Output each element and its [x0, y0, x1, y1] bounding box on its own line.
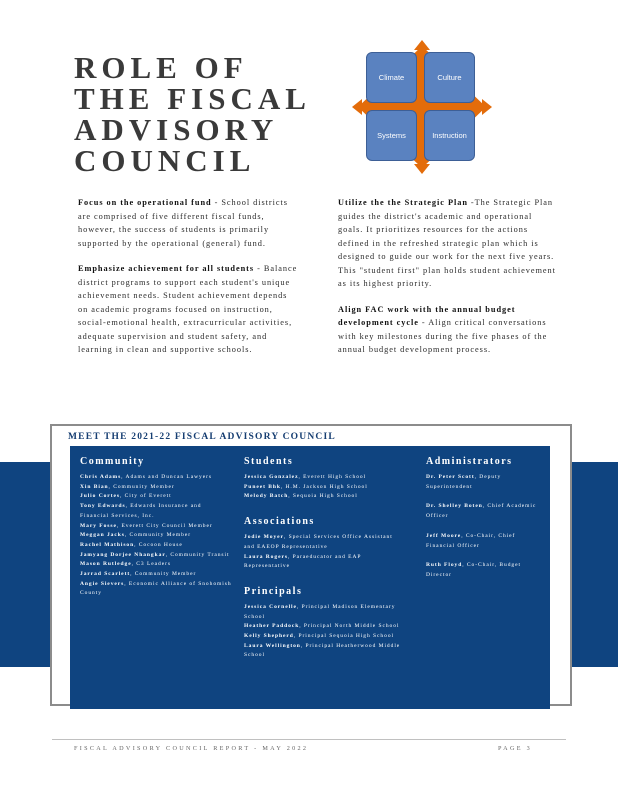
paragraph-operational-fund — [78, 196, 300, 250]
member-entry — [244, 473, 404, 483]
member-entry — [244, 603, 404, 622]
right-column — [338, 196, 556, 369]
member-entry — [80, 551, 232, 561]
member-entry — [80, 541, 232, 551]
member-name: Jessica Cornelle — [244, 603, 297, 610]
member-entry — [244, 492, 404, 502]
member-role: , Principal Heatherwood Middle School — [244, 642, 401, 659]
administrators-heading: Administrators — [426, 456, 513, 467]
member-entry — [426, 561, 544, 580]
member-name: Dr. Peter Scott — [426, 474, 475, 480]
students-heading: Students — [244, 456, 294, 467]
paragraph-heading: Utilize the the Strategic Plan — [338, 198, 468, 207]
member-role: , Co-Chair, Budget Director — [426, 562, 521, 578]
member-entry — [80, 522, 232, 532]
community-list — [80, 473, 232, 599]
community-column — [80, 456, 232, 599]
member-entry — [80, 580, 232, 599]
member-name: Jodie Moyer — [244, 534, 284, 541]
member-role: , Everett City Council Member — [116, 522, 213, 529]
arrow-left-icon — [352, 99, 362, 115]
administrators-list — [426, 473, 544, 581]
member-name: Puneet Bhk — [244, 483, 281, 490]
paragraph-achievement — [78, 262, 300, 357]
member-name: Jessica Gonzalez — [244, 474, 299, 480]
paragraph-heading: Focus on the operational fund — [78, 198, 212, 207]
administrators-column — [426, 456, 544, 591]
member-name: Melody Batch — [244, 493, 289, 500]
member-name: Dr. Shelley Boten — [426, 503, 483, 510]
paragraph-heading: Align FAC work with the annual budget development cycle — [338, 304, 516, 327]
member-entry — [426, 473, 544, 492]
member-entry — [244, 483, 404, 493]
member-name: Laura Rogers — [244, 553, 288, 560]
member-name: Xin Bian — [80, 483, 109, 490]
principals-list — [244, 603, 404, 661]
member-name: Rachel Mathison — [80, 541, 135, 548]
member-role: , Edwards Insurance and Financial Services, Inc. — [80, 503, 202, 519]
associations-list — [244, 533, 404, 572]
students-column — [244, 456, 404, 661]
diagram-box-systems: Systems — [366, 110, 417, 161]
member-entry — [80, 473, 232, 483]
paragraph-heading: Emphasize achievement for all students — [78, 264, 255, 273]
member-name: Jeff Moore — [426, 532, 462, 539]
member-role: , Sequoia High School — [288, 493, 358, 500]
title-line: THE FISCAL — [74, 81, 311, 116]
diagram-box-culture: Culture — [424, 52, 475, 103]
title-line: ADVISORY — [74, 112, 279, 147]
member-entry — [244, 632, 404, 642]
member-role: , City of Everett — [119, 493, 172, 500]
member-name: Jamyang Dorjee Nhangkar — [80, 551, 166, 558]
title-line: ROLE OF — [74, 50, 248, 85]
member-name: Laura Wellington — [244, 642, 301, 649]
title-line: COUNCIL — [74, 143, 256, 178]
member-name: Tony Edwards — [80, 503, 126, 510]
arrow-up-icon — [414, 40, 430, 50]
page-number: PAGE 3 — [498, 745, 533, 752]
paragraph-text: - School districts are comprised of five different fiscal funds, however, the success of students is primarily supported by the operational (general) fund. — [78, 198, 288, 248]
member-entry — [244, 642, 404, 661]
member-role: , Paraeducator and EAP Representative — [244, 553, 362, 570]
member-entry — [426, 502, 544, 521]
paragraph-strategic-plan — [338, 196, 556, 291]
member-name: Heather Paddock — [244, 623, 300, 630]
member-role: , Principal Madison Elementary School — [244, 603, 396, 620]
member-entry — [80, 570, 232, 580]
footer-report-title: FISCAL ADVISORY COUNCIL REPORT - MAY 2022 — [74, 745, 309, 752]
member-role: , Economic Alliance of Snohomish County — [80, 580, 232, 597]
member-entry — [80, 502, 232, 521]
member-entry — [80, 492, 232, 502]
left-column — [78, 196, 300, 369]
principals-heading: Principals — [244, 585, 303, 597]
member-entry — [80, 483, 232, 493]
member-name: Chris Adams — [80, 474, 122, 480]
students-list — [244, 473, 404, 502]
member-name: Julio Cortes — [80, 493, 120, 500]
member-name: Jarrad Scarlett — [80, 571, 131, 578]
member-role: , Special Services Office Assistant and EAEOP Representative — [244, 534, 393, 550]
community-heading: Community — [80, 456, 145, 467]
member-role: , Community Member — [108, 483, 175, 490]
member-name: Mary Fosse — [80, 522, 117, 529]
council-panel — [70, 446, 550, 709]
member-entry — [426, 532, 544, 551]
paragraph-text: -The Strategic Plan guides the district's academic and operational goals. It prioritizes resources for the actions defined in the refreshed strategic plan which is designed to guide our work for the next five years. This "student first" plan holds student achievement as its highest priority. — [338, 198, 556, 288]
member-role: , Everett High School — [298, 474, 367, 480]
member-name: Kelly Shepherd — [244, 633, 294, 640]
member-entry — [244, 533, 404, 552]
member-name: Mason Rutledge — [80, 561, 132, 568]
associations-heading: Associations — [244, 516, 315, 528]
member-entry — [244, 553, 404, 572]
member-role: , Adams and Duncan Lawyers — [121, 474, 213, 480]
arrow-right-icon — [482, 99, 492, 115]
member-role: , Community Member — [130, 571, 197, 578]
member-entry — [80, 531, 232, 541]
member-role: , Community Transit — [165, 551, 230, 558]
member-entry — [244, 622, 404, 632]
member-role: , Cocoon House — [134, 541, 183, 548]
member-role: , Principal North Middle School — [299, 623, 400, 630]
diagram-box-instruction: Instruction — [424, 110, 475, 161]
member-role: , C3 Leaders — [131, 561, 172, 568]
focus-diagram — [352, 40, 492, 174]
member-role: , Deputy Superintendent — [426, 474, 502, 490]
member-name: Meggan Jacks — [80, 532, 125, 539]
page-title — [74, 52, 311, 176]
footer-divider — [52, 739, 566, 740]
member-entry — [80, 560, 232, 570]
member-role: , Co-Chair, Chief Financial Officer — [426, 532, 516, 549]
diagram-box-climate: Climate — [366, 52, 417, 103]
member-name: Angie Sievers — [80, 580, 125, 587]
member-name: Ruth Floyd — [426, 562, 463, 569]
member-role: , Chief Academic Officer — [426, 503, 537, 520]
paragraph-budget-cycle — [338, 303, 556, 357]
member-role: , Community Member — [124, 532, 191, 539]
member-role: , H.M. Jackson High School — [280, 483, 368, 490]
council-title: MEET THE 2021-22 FISCAL ADVISORY COUNCIL — [68, 432, 336, 442]
member-role: , Principal Sequoia High School — [293, 633, 395, 640]
arrow-down-icon — [414, 164, 430, 174]
paragraph-text: - Balance district programs to support each student's unique achievement needs. Student achievement depends on academic programs focused on instruction, social-emotional health, extracurricular activities, adequate supervision and student safety, and learning in clean and supportive schools. — [78, 264, 298, 354]
paragraph-text: - Align critical conversations with key milestones during the five phases of the annual budget development process. — [338, 318, 548, 354]
